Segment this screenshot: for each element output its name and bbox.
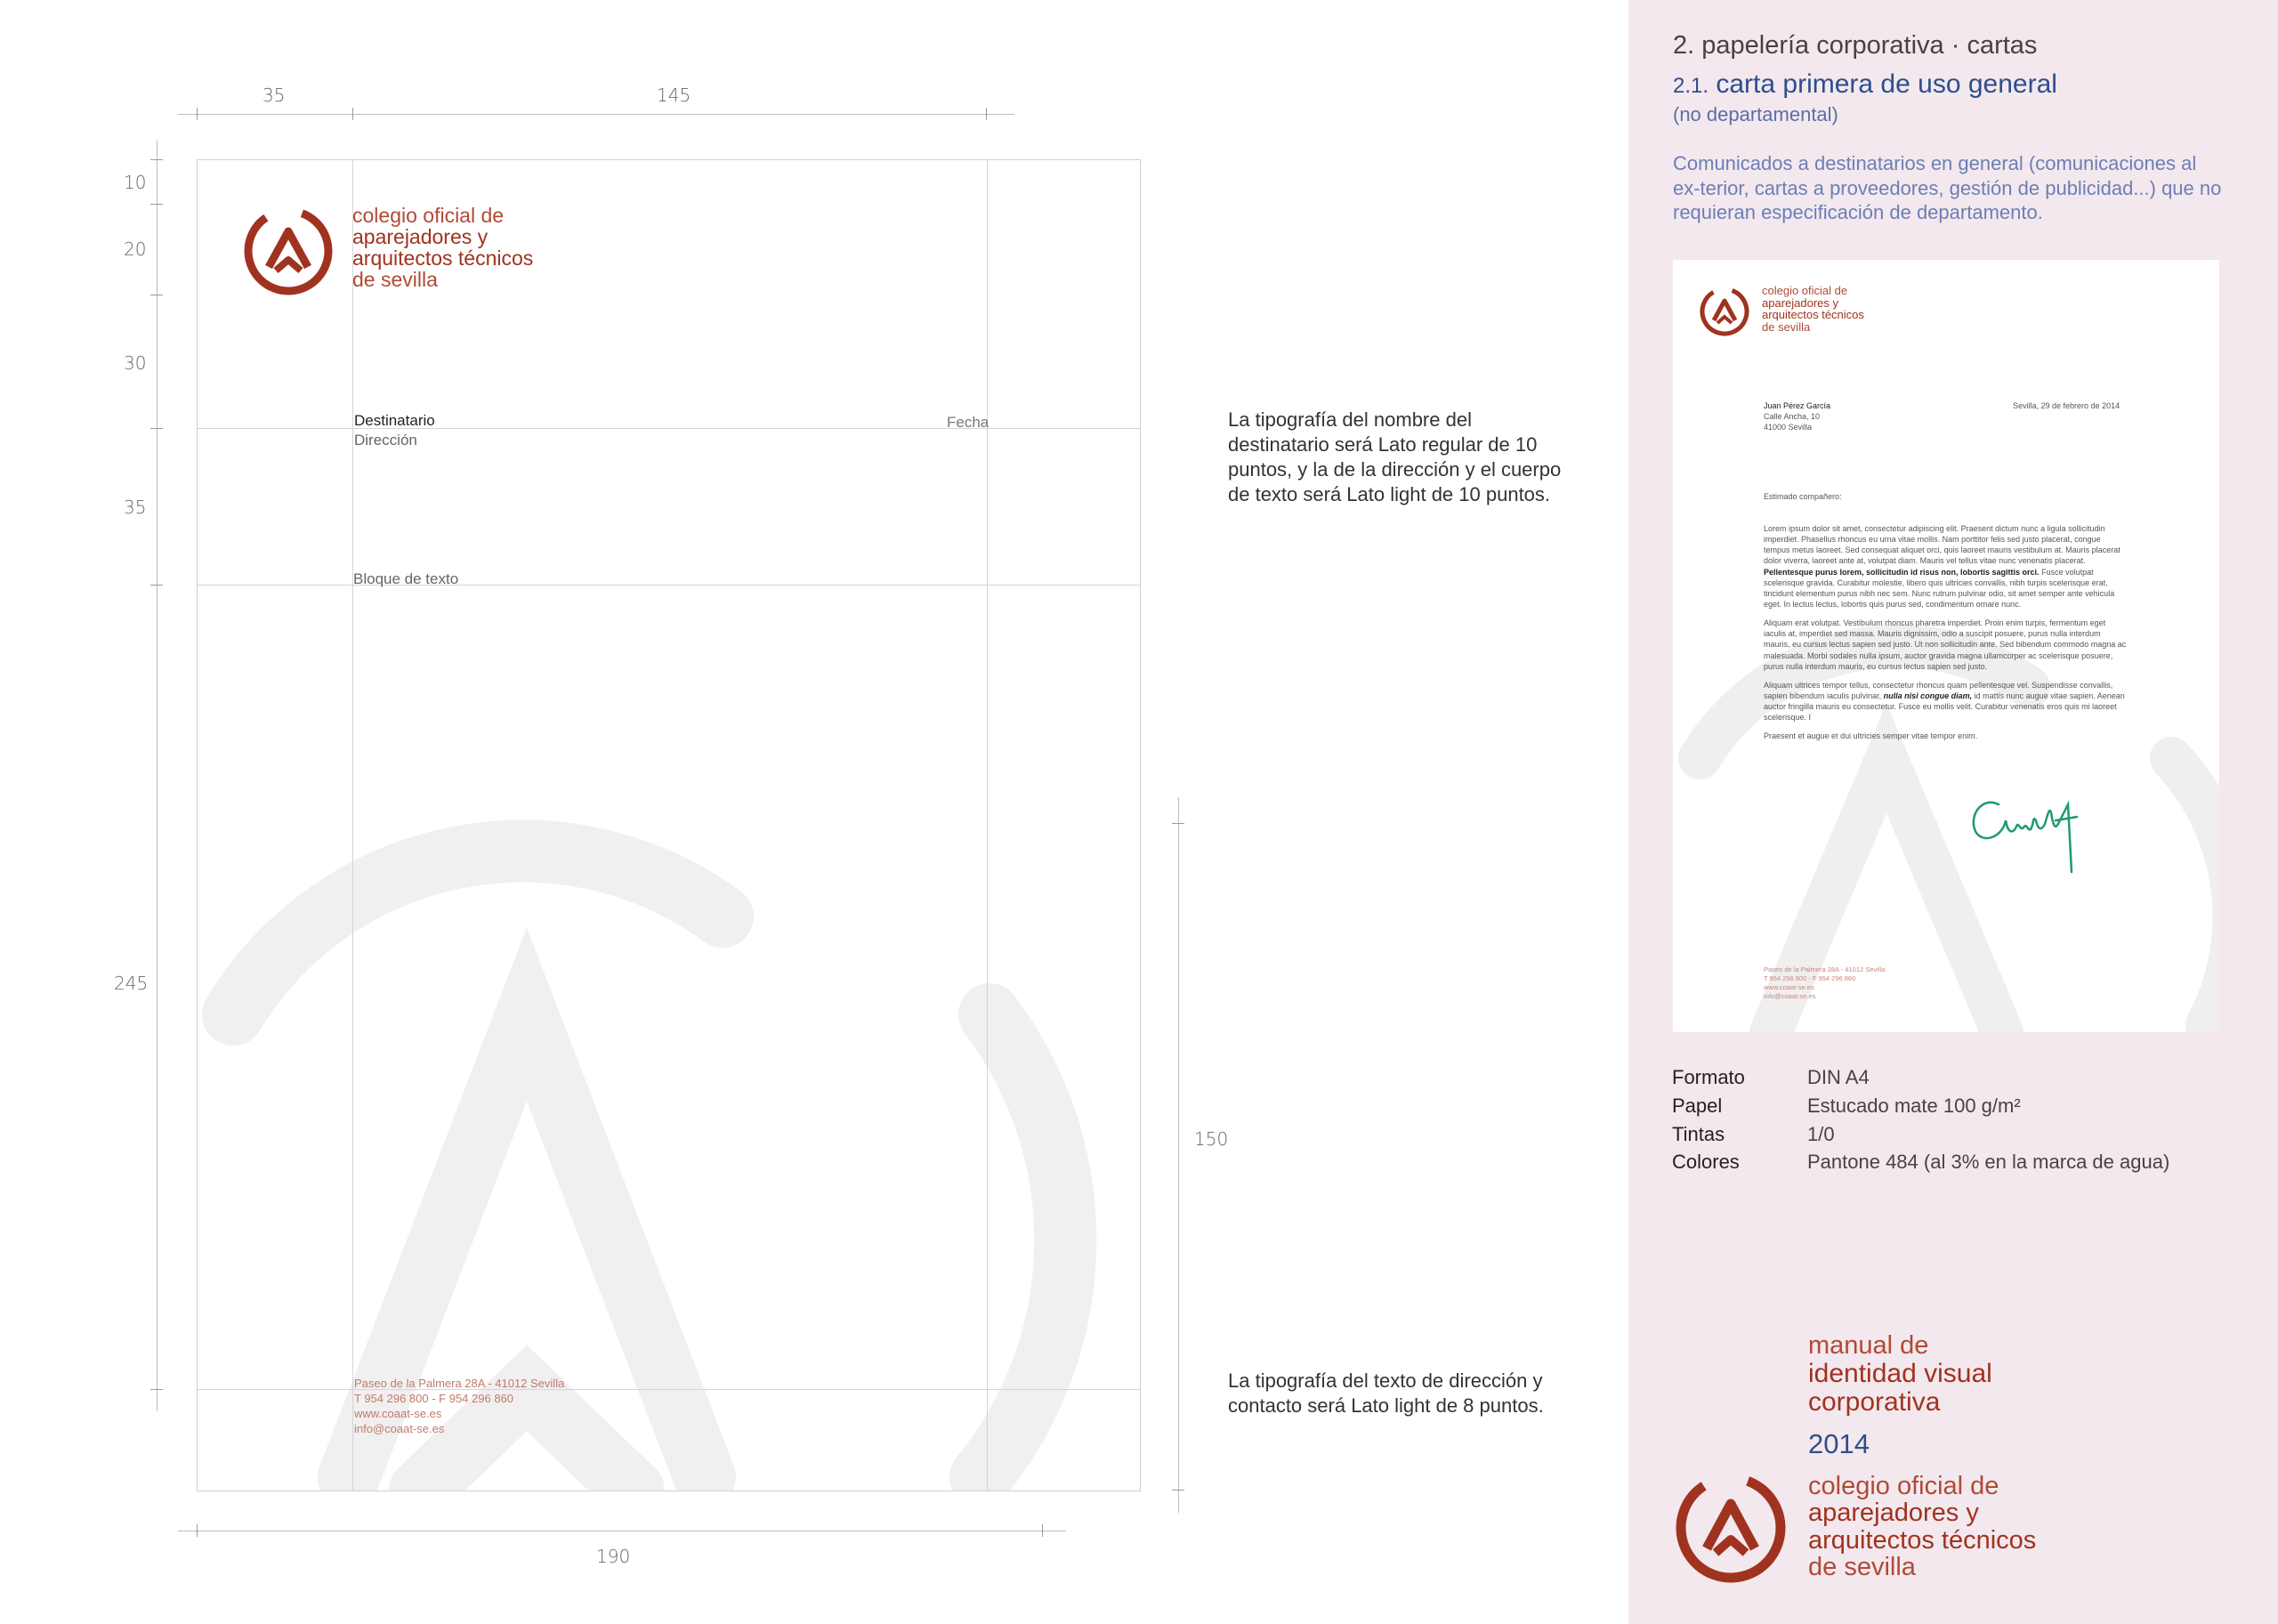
logo-line-2: aparejadores y	[352, 225, 489, 249]
dim-top-left: 35	[263, 85, 286, 106]
spec-value-colors: Pantone 484 (al 3% en la marca de agua)	[1807, 1151, 2170, 1173]
logo-line-4: de sevilla	[352, 268, 438, 292]
left-tick	[150, 159, 163, 160]
right-tick	[1172, 823, 1184, 824]
panel-logo-line-3: arquitectos técnicos	[1808, 1525, 2037, 1555]
dim-side-245: 245	[114, 973, 149, 994]
footer-line-1: Paseo de la Palmera 28A - 41012 Sevilla	[354, 1377, 565, 1390]
top-tick	[197, 108, 198, 120]
preview-recipient-street: Calle Ancha, 10	[1764, 412, 1821, 422]
address-label: Dirección	[354, 432, 417, 448]
panel-logo-line-2: aparejadores y	[1808, 1499, 1979, 1528]
preview-footer	[1764, 966, 1885, 1002]
top-tick	[352, 108, 353, 120]
preview-paragraph-2: Aliquam erat volutpat. Vestibulum rhoncus pharetra imperdiet. Proin enim turpis, fermentum eget iaculis at, imperdiet sed massa. Mauris dignissim, odio a suscipit posuere, purus nulla interdum mauris, eu cursus lectus sapien sed justo. Ut non sollicitudin ante. Sed bibendum commodo magna ac malesuada. Morbi sodales nulla ipsum, auctor gravida magna ullamcorper ac scelerisque posuere, purus nulla interdum mauris, eu cursus lectus sapien sed justo.	[1764, 618, 2127, 671]
date-label: Fecha	[947, 414, 990, 431]
subsection-note: (no departamental)	[1673, 103, 1838, 125]
spec-value-paper: Estucado mate 100 g/m²	[1807, 1095, 2021, 1117]
preview-paragraph-1	[1764, 523, 2129, 610]
letter-preview	[1673, 260, 2219, 1032]
text-block-label: Bloque de texto	[353, 570, 459, 587]
manual-year: 2014	[1808, 1428, 1870, 1459]
spec-label-inks: Tintas	[1672, 1123, 1725, 1145]
spec-label-colors: Colores	[1672, 1151, 1740, 1173]
manual-line-2: identidad visual	[1808, 1358, 1992, 1388]
preview-para1-bold: Pellentesque purus lorem, sollicitudin id risus non, lobortis sagittis orci.	[1764, 567, 2040, 577]
panel-description: Comunicados a destinatarios en general (comunicaciones al ex-terior, cartas a proveedores, gestión de publicidad...) que no requieran especificación de departamento.	[1673, 152, 2222, 223]
left-tick	[150, 428, 163, 429]
footer-line-4: info@coaat-se.es	[354, 1421, 445, 1435]
manual-line-3: corporativa	[1808, 1386, 1941, 1417]
manual-line-1: manual de	[1808, 1331, 1929, 1360]
guide-text-start	[198, 585, 1140, 586]
preview-recipient	[1764, 400, 1830, 432]
coaat-logo-large-icon	[1673, 1470, 1789, 1586]
dim-side-20: 20	[124, 238, 147, 260]
preview-logo-line-4: de sevilla	[1762, 319, 1811, 334]
spec-label-paper: Papel	[1672, 1095, 1723, 1117]
guide-margin-left	[352, 160, 353, 1491]
preview-date: Sevilla, 29 de febrero de 2014	[2013, 401, 2120, 410]
preview-para1-end: Fusce volutpat scelerisque gravida. Curabitur molestie, libero quis ultricies convallis, nibh turpis scelerisque erat, tincidunt elementum purus nibh nec sem. Nunc rutrum pulvinar odio, sit amet semper ante vehicula eget. In lectus lectus, lobortis quis purus sed, condimentum ornare nunc.	[1764, 567, 2115, 609]
subsection-name: carta primera de uso general	[1716, 69, 2057, 99]
preview-footer-4: info@coaat-se.es	[1764, 992, 1816, 1001]
typography-note-1: La tipografía del nombre del destinatario será Lato regular de 10 puntos, y la de la dirección y el cuerpo de texto será Lato light de 10 puntos.	[1228, 408, 1562, 506]
left-tick	[150, 204, 163, 205]
letter-footer	[354, 1377, 564, 1437]
bottom-tick	[197, 1524, 198, 1537]
preview-logo-icon	[1698, 285, 1751, 338]
preview-logo-line-2: aparejadores y	[1762, 295, 1838, 310]
left-tick	[150, 1389, 163, 1390]
guide-margin-right	[987, 160, 988, 1491]
preview-body	[1764, 523, 2129, 742]
preview-para1: Lorem ipsum dolor sit amet, consectetur adipiscing elit. Praesent dictum nunc a ligula sollicitudin imperdiet. Phasellus rhoncus eu urna vitae mollis. Nam porttitor felis sed justo placerat, congue tempus metus laoreet. Sed consequat aliquet orci, quis laoreet mauris vestibulum at. Mauris placerat dolor viverra, laoreet ante at, volutpat diam. Mauris vel tellus vitae nunc venenatis placerat.	[1764, 524, 2120, 566]
preview-logo-text	[1762, 285, 1864, 334]
preview-greeting: Estimado compañero:	[1764, 492, 1842, 501]
preview-paragraph-4: Praesent et augue et dui ultricies semper vitae tempor enim.	[1764, 731, 1978, 741]
dim-bottom: 190	[596, 1546, 631, 1567]
preview-footer-1: Paseo de la Palmera 28A - 41012 Sevilla	[1764, 966, 1886, 974]
preview-logo-line-1: colegio oficial de	[1762, 284, 1848, 297]
spec-value-format: DIN A4	[1807, 1066, 1870, 1088]
top-tick	[986, 108, 987, 120]
panel-logo-line-1: colegio oficial de	[1808, 1472, 1999, 1500]
preview-footer-3: www.coaat-se.es	[1764, 983, 1814, 992]
guide-recipient	[198, 428, 1140, 429]
signature-icon	[1963, 778, 2114, 876]
bottom-tick	[1042, 1524, 1043, 1537]
right-dimension-line	[1178, 797, 1179, 1513]
panel-logo-line-4: de sevilla	[1808, 1553, 1916, 1582]
preview-recipient-city: 41000 Sevilla	[1764, 423, 1813, 432]
dim-side-30: 30	[124, 352, 147, 374]
recipient-label: Destinatario	[354, 412, 435, 429]
coaat-logo-icon	[242, 205, 335, 297]
right-tick	[1172, 1490, 1184, 1491]
typography-note-2: La tipografía del texto de dirección y contacto será Lato light de 8 puntos.	[1228, 1369, 1544, 1418]
dim-right: 150	[1194, 1128, 1229, 1150]
section-title: 2. papelería corporativa · cartas	[1673, 31, 2038, 60]
preview-para3-end: id mattis nunc augue vitae sapien. Aenean auctor fringilla mauris eu consectetur. Fusce eu mollis velit. Curabitur venenatis eros quis mi laoreet scelerisque. I	[1764, 691, 2125, 723]
preview-logo-line-3: arquitectos técnicos	[1762, 308, 1864, 322]
preview-recipient-name: Juan Pérez García	[1764, 401, 1831, 410]
spec-label-format: Formato	[1672, 1066, 1745, 1088]
dim-top-right: 145	[657, 85, 691, 106]
footer-line-2: T 954 296 800 - F 954 296 860	[354, 1391, 514, 1405]
dim-side-35: 35	[124, 497, 147, 518]
letter-logo-text	[352, 205, 533, 291]
logo-line-1: colegio oficial de	[352, 204, 505, 227]
panel-logo-text	[1808, 1473, 2036, 1581]
letter-sheet	[197, 159, 1141, 1491]
top-dimension-line	[178, 114, 1014, 115]
left-tick	[150, 585, 163, 586]
left-dimension-line	[157, 141, 158, 1411]
guide-footer	[198, 1389, 1140, 1390]
spec-value-inks: 1/0	[1807, 1123, 1835, 1145]
manual-title	[1808, 1332, 1992, 1416]
preview-paragraph-3	[1764, 680, 2129, 723]
preview-para3: Aliquam ultrices tempor tellus, consectetur rhoncus quam pellentesque vel. Suspendisse convallis, sapien bibendum iaculis pulvinar,	[1764, 680, 2113, 700]
footer-line-3: www.coaat-se.es	[354, 1406, 442, 1420]
subsection-number: 2.1.	[1673, 74, 1709, 98]
watermark-logo-icon	[198, 160, 1140, 1491]
dim-side-10: 10	[124, 172, 147, 193]
subsection-title	[1673, 69, 2057, 100]
preview-footer-2: T 954 296 800 - F 954 296 860	[1764, 974, 1856, 983]
logo-line-3: arquitectos técnicos	[352, 246, 534, 271]
preview-para3-bold: nulla nisi congue diam,	[1883, 691, 1973, 700]
